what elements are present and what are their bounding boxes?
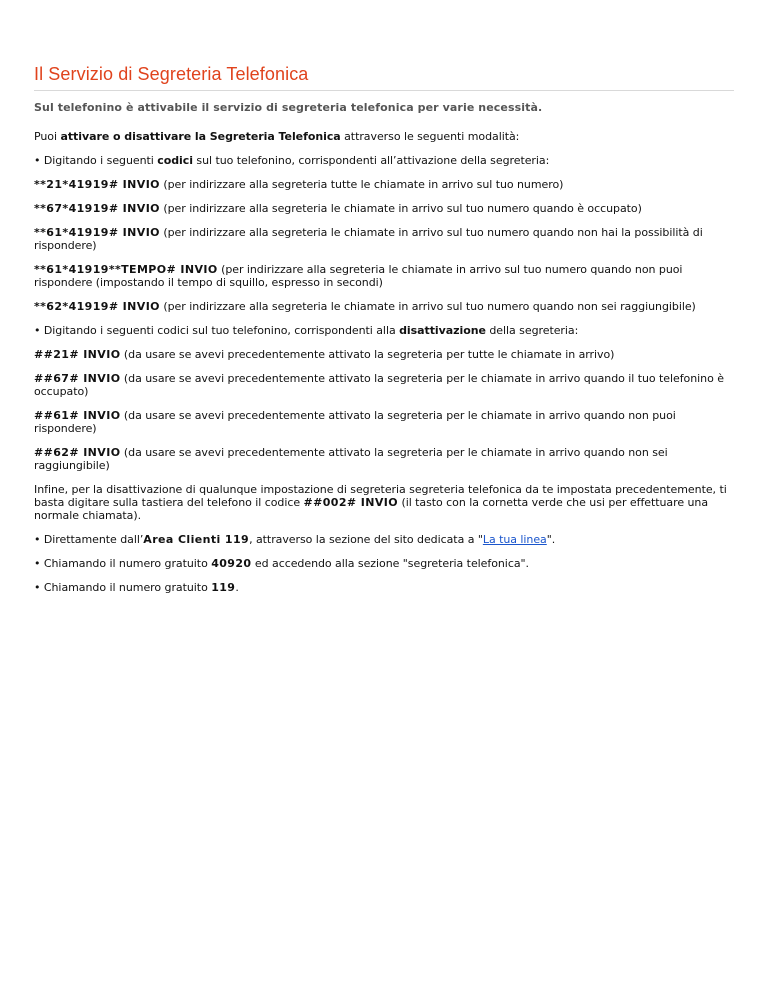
finally-code: ##002# INVIO (303, 496, 399, 509)
call-40920-number: 40920 (211, 557, 252, 570)
intro-bold: attivare o disattivare la Segreteria Telefonica (60, 130, 341, 143)
finally-paragraph (34, 483, 734, 522)
finally-text: Infine, per la disattivazione di qualunque impostazione di segreteria segreteria telefonica da te impostata precedentemente, ti basta digitare sulla tastiera del telefono il codice (34, 483, 727, 509)
page-subtitle: Sul telefonino è attivabile il servizio di segreteria telefonica per varie necessità. (34, 101, 543, 114)
deactivation-code-item (34, 409, 734, 435)
deactivation-code-item (34, 446, 734, 472)
deactivation-code-desc: (da usare se avevi precedentemente attivato la segreteria per le chiamate in arrivo quando il tuo telefonino è occupato) (34, 372, 724, 398)
call-40920-text-end: ed accedendo alla sezione "segreteria telefonica". (251, 557, 529, 570)
intro-paragraph (34, 130, 734, 143)
deactivation-code-desc: (da usare se avevi precedentemente attivato la segreteria per le chiamate in arrivo quando non puoi rispondere) (34, 409, 676, 435)
deactivation-code: ##21# INVIO (34, 348, 121, 361)
deactivation-code: ##62# INVIO (34, 446, 121, 459)
intro-text: Puoi (34, 130, 61, 143)
activation-heading-bold: codici (157, 154, 193, 167)
activation-code-desc: (per indirizzare alla segreteria le chiamate in arrivo sul tuo numero quando non hai la possibilità di rispondere) (34, 226, 703, 252)
deactivation-code: ##67# INVIO (34, 372, 121, 385)
deactivation-heading-text: • Digitando i seguenti codici sul tuo telefonino, corrispondenti alla (34, 324, 400, 337)
finally-text-end: (il tasto con la cornetta verde che usi per effettuare una normale chiamata). (34, 496, 709, 522)
activation-code: **62*41919# INVIO (34, 300, 160, 313)
activation-code-item (34, 263, 734, 289)
deactivation-code-item (34, 348, 734, 361)
direct-text: • Direttamente dall’ (34, 533, 144, 546)
deactivation-code: ##61# INVIO (34, 409, 121, 422)
call-40920-text: • Chiamando il numero gratuito (34, 557, 212, 570)
direct-area-clienti (34, 533, 734, 546)
activation-code: **21*41919# INVIO (34, 178, 160, 191)
deactivation-code-desc: (da usare se avevi precedentemente attivato la segreteria per le chiamate in arrivo quando non sei raggiungibile) (34, 446, 668, 472)
activation-code: **61*41919**TEMPO# INVIO (34, 263, 218, 276)
activation-code-item (34, 202, 734, 215)
intro-text-end: attraverso le seguenti modalità: (340, 130, 520, 143)
area-clienti-label: Area Clienti 119 (143, 533, 250, 546)
activation-code: **61*41919# INVIO (34, 226, 160, 239)
page-title: Il Servizio di Segreteria Telefonica (34, 64, 734, 91)
activation-code: **67*41919# INVIO (34, 202, 160, 215)
deactivation-code-item (34, 372, 734, 398)
activation-code-item (34, 178, 734, 191)
deactivation-code-desc: (da usare se avevi precedentemente attivato la segreteria per tutte le chiamate in arrivo) (120, 348, 615, 361)
la-tua-linea-link[interactable]: La tua linea (482, 533, 547, 546)
call-119-number: 119 (211, 581, 236, 594)
activation-heading (34, 154, 734, 167)
activation-heading-text-end: sul tuo telefonino, corrispondenti all’attivazione della segreteria: (192, 154, 550, 167)
activation-code-item (34, 300, 734, 313)
activation-code-desc: (per indirizzare alla segreteria le chiamate in arrivo sul tuo numero quando è occupato) (159, 202, 642, 215)
direct-text-end: ". (546, 533, 556, 546)
activation-heading-text: • Digitando i seguenti (34, 154, 158, 167)
call-119 (34, 581, 734, 594)
direct-text-mid: , attraverso la sezione del sito dedicata a " (249, 533, 483, 546)
call-119-text: • Chiamando il numero gratuito (34, 581, 212, 594)
activation-code-desc: (per indirizzare alla segreteria le chiamate in arrivo sul tuo numero quando non sei raggiungibile) (159, 300, 696, 313)
activation-code-desc: (per indirizzare alla segreteria le chiamate in arrivo sul tuo numero quando non puoi rispondere (impostando il tempo di squillo, espresso in secondi) (34, 263, 683, 289)
deactivation-heading (34, 324, 734, 337)
call-40920 (34, 557, 734, 570)
activation-code-desc: (per indirizzare alla segreteria tutte le chiamate in arrivo sul tuo numero) (159, 178, 564, 191)
deactivation-heading-text-end: della segreteria: (485, 324, 579, 337)
call-119-text-end: . (235, 581, 239, 594)
deactivation-heading-bold: disattivazione (399, 324, 486, 337)
activation-code-item (34, 226, 734, 252)
